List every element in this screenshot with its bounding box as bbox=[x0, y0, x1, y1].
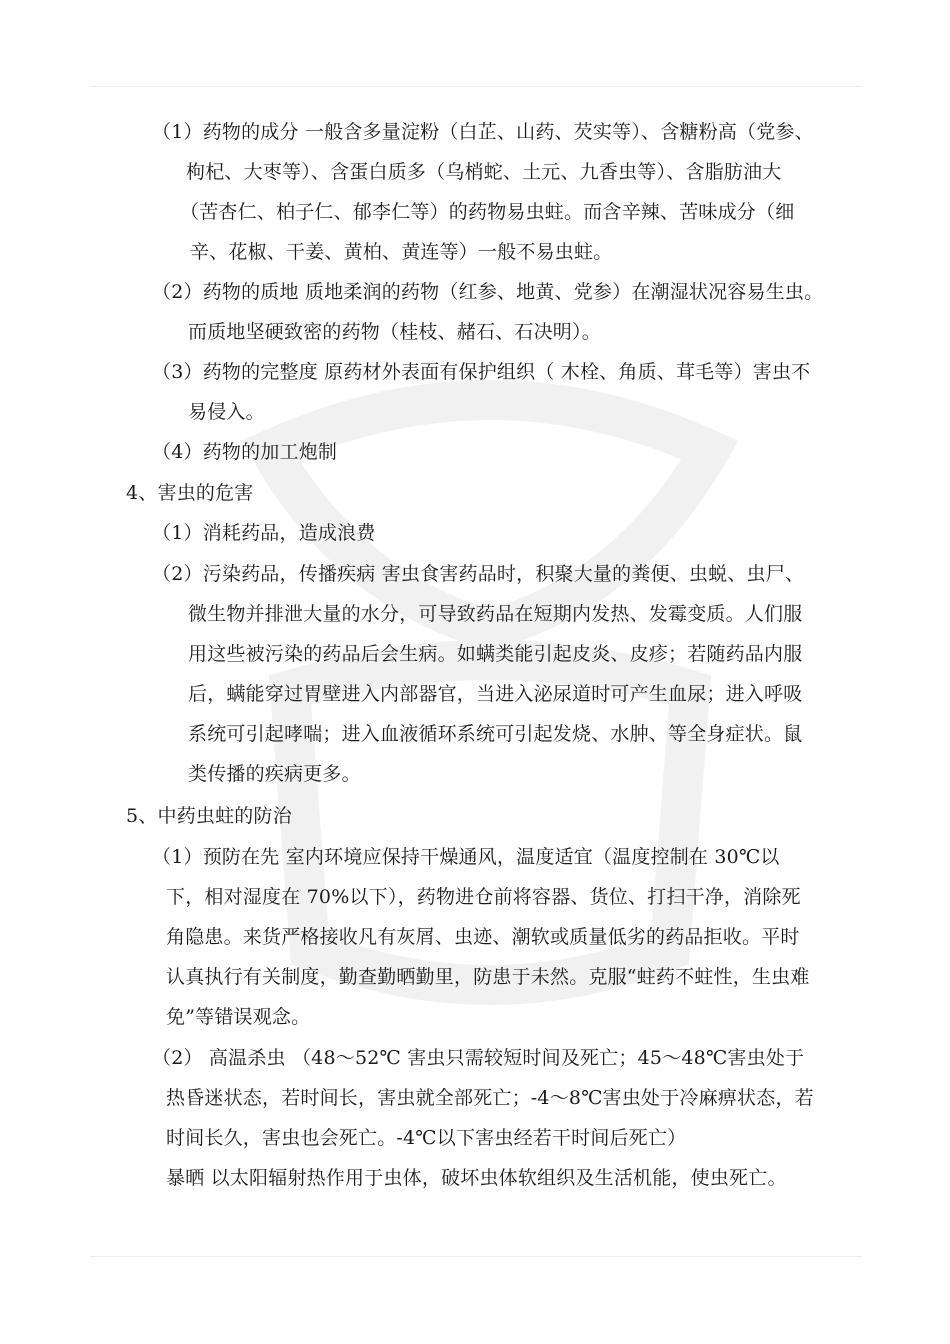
text-line: （1）预防在先 室内环境应保持干燥通风，温度适宜（温度控制在 30℃以 bbox=[152, 846, 780, 868]
text-line: 易侵入。 bbox=[188, 401, 265, 423]
footer-rule bbox=[90, 1256, 862, 1257]
text-line: 热昏迷状态，若时间长，害虫就全部死亡；-4～8℃害虫处于冷麻痹状态，若 bbox=[166, 1087, 814, 1109]
text-line: 枸杞、大枣等）、含蛋白质多（乌梢蛇、土元、九香虫等）、含脂肪油大 bbox=[186, 161, 782, 183]
text-line: 免”等错误观念。 bbox=[166, 1006, 311, 1028]
text-line: 时间长久，害虫也会死亡。-4℃以下害虫经若干时间后死亡） bbox=[166, 1127, 687, 1149]
text-line: 认真执行有关制度，勤查勤晒勤里，防患于未然。克服“蛀药不蛀性，生虫难 bbox=[166, 966, 810, 988]
text-line: 而质地坚硬致密的药物（桂枝、赭石、石决明）。 bbox=[188, 321, 601, 343]
text-line: （3）药物的完整度 原药材外表面有保护组织（ 木栓、角质、茸毛等）害虫不 bbox=[152, 361, 811, 383]
header-rule bbox=[90, 86, 862, 87]
text-line: 用这些被污染的药品后会生病。如螨类能引起皮炎、皮疹；若随药品内服 bbox=[188, 643, 803, 665]
text-line: 微生物并排泄大量的水分，可导致药品在短期内发热、发霉变质。人们服 bbox=[188, 603, 803, 625]
text-line: 后，螨能穿过胃壁进入内部器官，当进入泌尿道时可产生血尿；进入呼吸 bbox=[188, 683, 803, 705]
text-line: （2）污染药品，传播疾病 害虫食害药品时，积聚大量的粪便、虫蜕、虫尸、 bbox=[152, 563, 805, 585]
text-line: 暴晒 以太阳辐射热作用于虫体，破坏虫体软组织及生活机能，使虫死亡。 bbox=[166, 1167, 787, 1189]
text-line: （苦杏仁、柏子仁、郁李仁等）的药物易虫蛀。而含辛辣、苦味成分（细 bbox=[180, 201, 795, 223]
text-line: （2） 高温杀虫 （48～52℃ 害虫只需较短时间及死亡；45～48℃害虫处于 bbox=[152, 1047, 805, 1069]
text-line: （1）消耗药品，造成浪费 bbox=[152, 522, 376, 544]
text-line: 类传播的疾病更多。 bbox=[188, 763, 361, 785]
text-line: 下，相对湿度在 70%以下），药物进仓前将容器、货位、打扫干净，消除死 bbox=[166, 886, 801, 908]
section-heading: 4、害虫的危害 bbox=[126, 482, 254, 504]
section-heading: 5、中药虫蛀的防治 bbox=[126, 805, 292, 827]
text-line: 辛、花椒、干姜、黄柏、黄连等）一般不易虫蛀。 bbox=[190, 241, 613, 263]
text-line: （1）药物的成分 一般含多量淀粉（白芷、山药、芡实等）、含糖粉高（党参、 bbox=[152, 121, 814, 143]
text-line: （2）药物的质地 质地柔润的药物（红参、地黄、党参）在潮湿状况容易生虫。 bbox=[152, 281, 824, 303]
text-line: （4）药物的加工炮制 bbox=[152, 441, 338, 463]
text-line: 系统可引起哮喘；进入血液循环系统可引起发烧、水肿、等全身症状。鼠 bbox=[188, 723, 803, 745]
text-line: 角隐患。来货严格接收凡有灰屑、虫迹、潮软或质量低劣的药品拒收。平时 bbox=[166, 926, 800, 948]
